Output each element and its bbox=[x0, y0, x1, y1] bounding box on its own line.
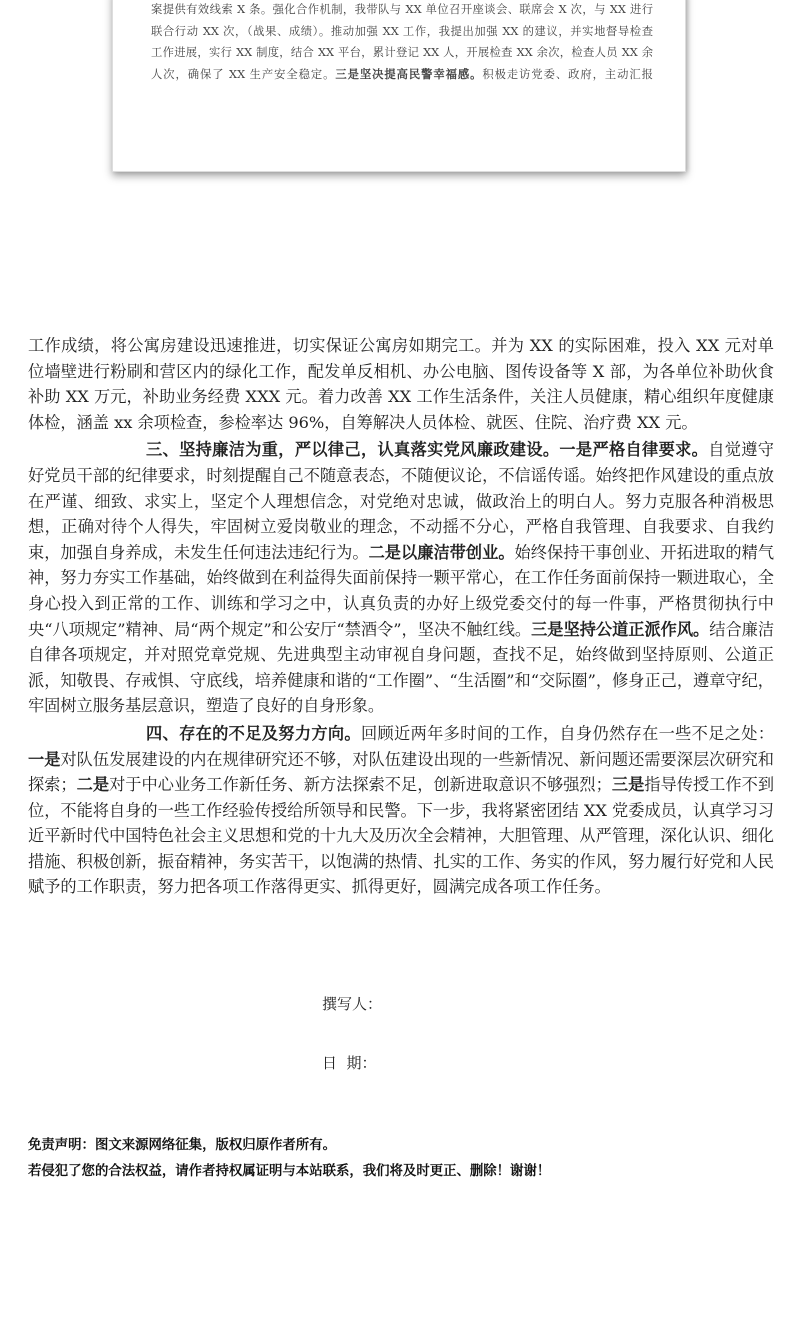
paragraph-integrity bbox=[28, 437, 774, 719]
bold-text-run: 一是 bbox=[28, 749, 61, 769]
bold-text-run: 三是 bbox=[611, 775, 645, 795]
preview-bold-run: 三是坚决提高民警幸福感。 bbox=[335, 66, 483, 81]
text-run: 指导传授工作不到位，不能将自身的一些工作经验传授给所领导和民警。下一步，我将紧密团结 XX 党委成员，认真学习习近平新时代中国特色社会主义思想和党的十九大及历次全会精神，大胆管理、从严管理，深化认识、细化措施、积极创新，振奋精神，务实苦干，以饱满的热情、扎实的工作、务实的作风，努力履行好党和人民赋予的工作职责，努力把各项工作落得更实、抓得更好，圆满完成各项工作任务。 bbox=[28, 775, 775, 897]
text-run: 回顾近两年多时间的工作，自身仍然存在一些不足之处： bbox=[360, 723, 775, 743]
author-label: 撰写人： bbox=[322, 995, 383, 1013]
document-body bbox=[28, 333, 774, 900]
disclaimer-line-2: 若侵犯了您的合法权益，请作者持权属证明与本站联系，我们将及时更正、删除！谢谢！ bbox=[28, 1163, 551, 1179]
bold-text-run: 二是以廉洁带创业。 bbox=[368, 542, 515, 562]
preview-line bbox=[151, 64, 653, 86]
date-label: 日 期： bbox=[322, 1054, 377, 1072]
text-run: 对队伍发展建设的内在规律研究还不够，对队伍建设出现的一些新情况、新问题还需要深层次研究和探索； bbox=[28, 749, 774, 795]
paragraph-shortcomings bbox=[28, 721, 774, 900]
preview-text bbox=[151, 0, 653, 85]
preview-line: 案提供有效线索 X 条。强化合作机制，我带队与 XX 单位召开座谈会、联席会 X 次，与 XX 进行 bbox=[151, 3, 653, 16]
text-run: 始终保持干事创业、开拓进取的精气神，努力夯实工作基础，始终做到在利益得失面前保持一颗平常心，在工作任务面前保持一颗进取心，全身心投入到正常的工作、训练和学习之中，认真负责的办好上级党委交付的每一件事，严格贯彻执行中央“八项规定”精神、局“两个规定”和公安厅“禁酒令”，坚决不触红线。 bbox=[28, 542, 775, 639]
text-run: 结合廉洁自律各项规定，并对照党章党规、先进典型主动审视自身问题，查找不足，始终做到坚持原则、公道正派，知敬畏、存戒惧、守底线，培养健康和谐的“工作圈”、“生活圈”和“交际圈”，修身正己，遵章守纪，牢固树立服务基层意识，塑造了良好的自身形象。 bbox=[28, 619, 775, 716]
bold-text-run: 三是坚持公道正派作风。 bbox=[531, 619, 710, 639]
preview-line: 联合行动 XX 次，（战果、成绩）。推动加强 XX 工作，我提出加强 XX 的建议，并实地督导检查 bbox=[151, 24, 653, 38]
text-run: 对于中心业务工作新任务、新方法探索不足，创新进取意识不够强烈； bbox=[109, 775, 612, 795]
disclaimer-line-1: 免责声明：图文来源网络征集，版权归原作者所有。 bbox=[28, 1137, 336, 1153]
paragraph-living-conditions bbox=[28, 333, 774, 435]
bold-text-run: 三、坚持廉洁为重，严以律己，认真落实党风廉政建设。一是严格自律要求。 bbox=[146, 440, 709, 460]
preview-text-run: 积极走访党委、政府，主动汇报 bbox=[482, 67, 653, 81]
text-run: 自觉遵守好党员干部的纪律要求，时刻提醒自己不随意表态，不随便议论，不信谣传谣。始终把作风建设的重点放在严谨、细致、求实上，坚定个人理想信念，对党绝对忠诚，做政治上的明白人。努力克服各种消极思想，正确对待个人得失，牢固树立爱岗敬业的理念，不动摇不分心，严格自我管理、自我要求、自我约束，加强自身养成，未发生任何违法违纪行为。 bbox=[28, 440, 774, 562]
bold-text-run: 二是 bbox=[76, 775, 110, 795]
text-run: 工作成绩，将公寓房建设迅速推进，切实保证公寓房如期完工。并为 XX 的实际困难，投入 XX 元对单位墙壁进行粉刷和营区内的绿化工作，配发单反相机、办公电脑、图传设备等 X 部，为各单位补助伙食补助 XX 万元，补助业务经费 XXX 元。着力改善 XX 工作生活条件，关注人员健康，精心组织年度健康体检，涵盖 xx 余项检查，参检率达 96%，自筹解决人员体检、就医、住院、治疗费 XX 元。 bbox=[28, 336, 774, 432]
preview-text-run: 人次，确保了 XX 生产安全稳定。 bbox=[151, 67, 336, 81]
document-preview-card bbox=[112, 0, 686, 172]
preview-line: 工作进展，实行 XX 制度，结合 XX 平台，累计登记 XX 人，开展检查 XX 余次，检查人员 XX 余 bbox=[151, 46, 653, 59]
bold-text-run: 四、存在的不足及努力方向。 bbox=[146, 723, 361, 743]
